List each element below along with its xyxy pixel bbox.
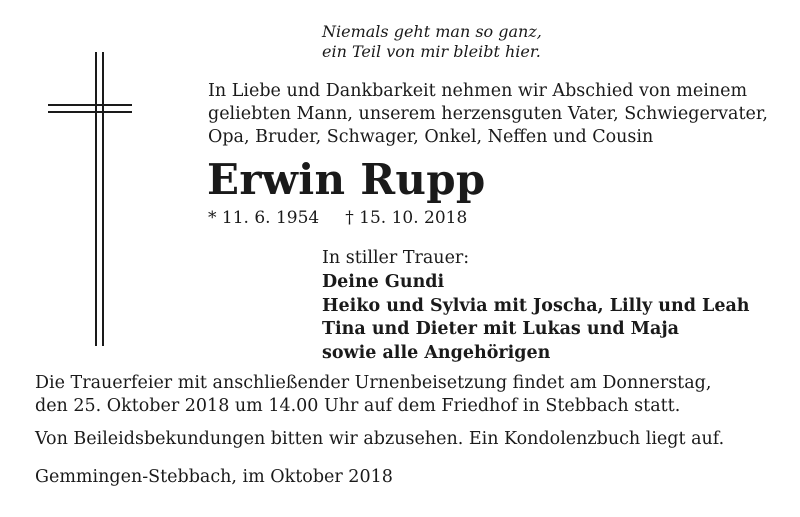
mourners-list (322, 271, 750, 365)
death-date: † 15. 10. 2018 (345, 208, 468, 228)
ceremony-notice (35, 372, 711, 418)
motto-quote (322, 22, 622, 62)
cross-icon (48, 52, 134, 348)
mourner-entry: Heiko und Sylvia mit Joscha, Lilly und Leah (322, 295, 750, 316)
place-date: Gemmingen-Stebbach, im Oktober 2018 (35, 467, 393, 487)
motto-line: ein Teil von mir bleibt hier. (322, 42, 541, 61)
intro-text (208, 80, 768, 149)
motto-line: Niemals geht man so ganz, (322, 22, 542, 41)
intro-line: Opa, Bruder, Schwager, Onkel, Neffen und Cousin (208, 127, 654, 147)
intro-line: geliebten Mann, unserem herzensguten Vater, Schwiegervater, (208, 104, 768, 124)
mourners-heading: In stiller Trauer: (322, 248, 470, 268)
ceremony-line: den 25. Oktober 2018 um 14.00 Uhr auf dem Friedhof in Stebbach statt. (35, 396, 681, 416)
intro-line: In Liebe und Dankbarkeit nehmen wir Abschied von meinem (208, 81, 748, 101)
mourner-entry: Deine Gundi (322, 272, 445, 292)
birth-date: * 11. 6. 1954 (208, 208, 320, 228)
deceased-name: Erwin Rupp (207, 155, 486, 204)
condolence-notice: Von Beileidsbekundungen bitten wir abzusehen. Ein Kondolenzbuch liegt auf. (35, 429, 725, 449)
mourner-entry: sowie alle Angehörigen (322, 342, 551, 363)
mourner-entry: Tina und Dieter mit Lukas und Maja (322, 319, 680, 339)
life-dates (208, 207, 467, 229)
ceremony-line: Die Trauerfeier mit anschließender Urnenbeisetzung findet am Donnerstag, (35, 373, 712, 393)
